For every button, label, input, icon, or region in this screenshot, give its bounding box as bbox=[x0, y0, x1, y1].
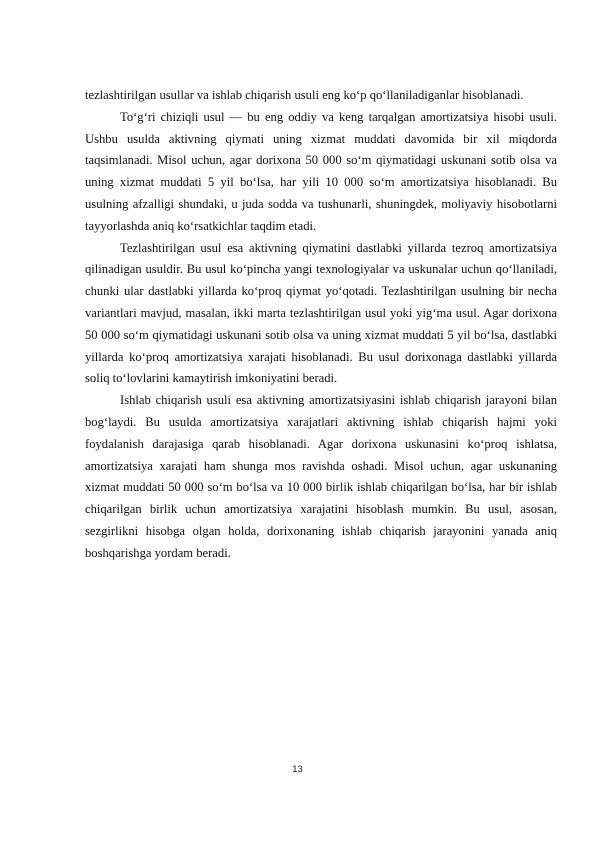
paragraph-2: To‘g‘ri chiziqli usul — bu eng oddiy va keng tarqalgan amortizatsiya hisobi usuli. Ushbu usulda aktivning qiymati uning xizmat muddati davomida bir xil miqdorda taqsimlanadi. Misol uchun, agar dorixona 50 000 so‘m qiymatidagi uskunani sotib olsa va uning xizmat muddati 5 yil bo‘lsa, har yili 10 000 so‘m amortizatsiya hisoblanadi. Bu usulning afzalligi shundaki, u juda sodda va tushunarli, shuningdek, moliyaviy hisobotlarni tayyorlashda aniq ko‘rsatkichlar taqdim etadi. bbox=[85, 109, 557, 233]
paragraph-1: tezlashtirilgan usullar va ishlab chiqarish usuli eng ko‘p qo‘llaniladiganlar hisoblanadi. bbox=[85, 88, 524, 102]
body-text bbox=[85, 85, 557, 565]
paragraph-4: Ishlab chiqarish usuli esa aktivning amortizatsiyasini ishlab chiqarish jarayoni bilan bog‘laydi. Bu usulda amortizatsiya xarajatlari aktivning ishlab chiqarish hajmi yoki foydalanish darajasiga qarab hisoblanadi. Agar dorixona uskunasini ko‘proq ishlatsa, amortizatsiya xarajati ham shunga mos ravishda oshadi. Misol uchun, agar uskunaning xizmat muddati 50 000 so‘m bo‘lsa va 10 000 birlik ishlab chiqarilgan bo‘lsa, har bir ishlab chiqarilgan birlik uchun amortizatsiya xarajatini hisoblash mumkin. Bu usul, asosan, sezgirlikni hisobga olgan holda, dorixonaning ishlab chiqarish jarayonini yanada aniq boshqarishga yordam beradi. bbox=[85, 393, 557, 560]
page-number: 13 bbox=[292, 764, 303, 775]
paragraph-3: Tezlashtirilgan usul esa aktivning qiymatini dastlabki yillarda tezroq amortizatsiya qilinadigan usuldir. Bu usul ko‘pincha yangi texnologiyalar va uskunalar uchun qo‘llaniladi, chunki ular dastlabki yillarda ko‘proq qiymat yo‘qotadi. Tezlashtirilgan usulning bir necha variantlari mavjud, masalan, ikki marta tezlashtirilgan usul yoki yig‘ma usul. Agar dorixona 50 000 so‘m qiymatidagi uskunani sotib olsa va uning xizmat muddati 5 yil bo‘lsa, dastlabki yillarda ko‘proq amortizatsiya xarajati hisoblanadi. Bu usul dorixonaga dastlabki yillarda soliq to‘lovlarini kamaytirish imkoniyatini beradi. bbox=[85, 240, 557, 386]
